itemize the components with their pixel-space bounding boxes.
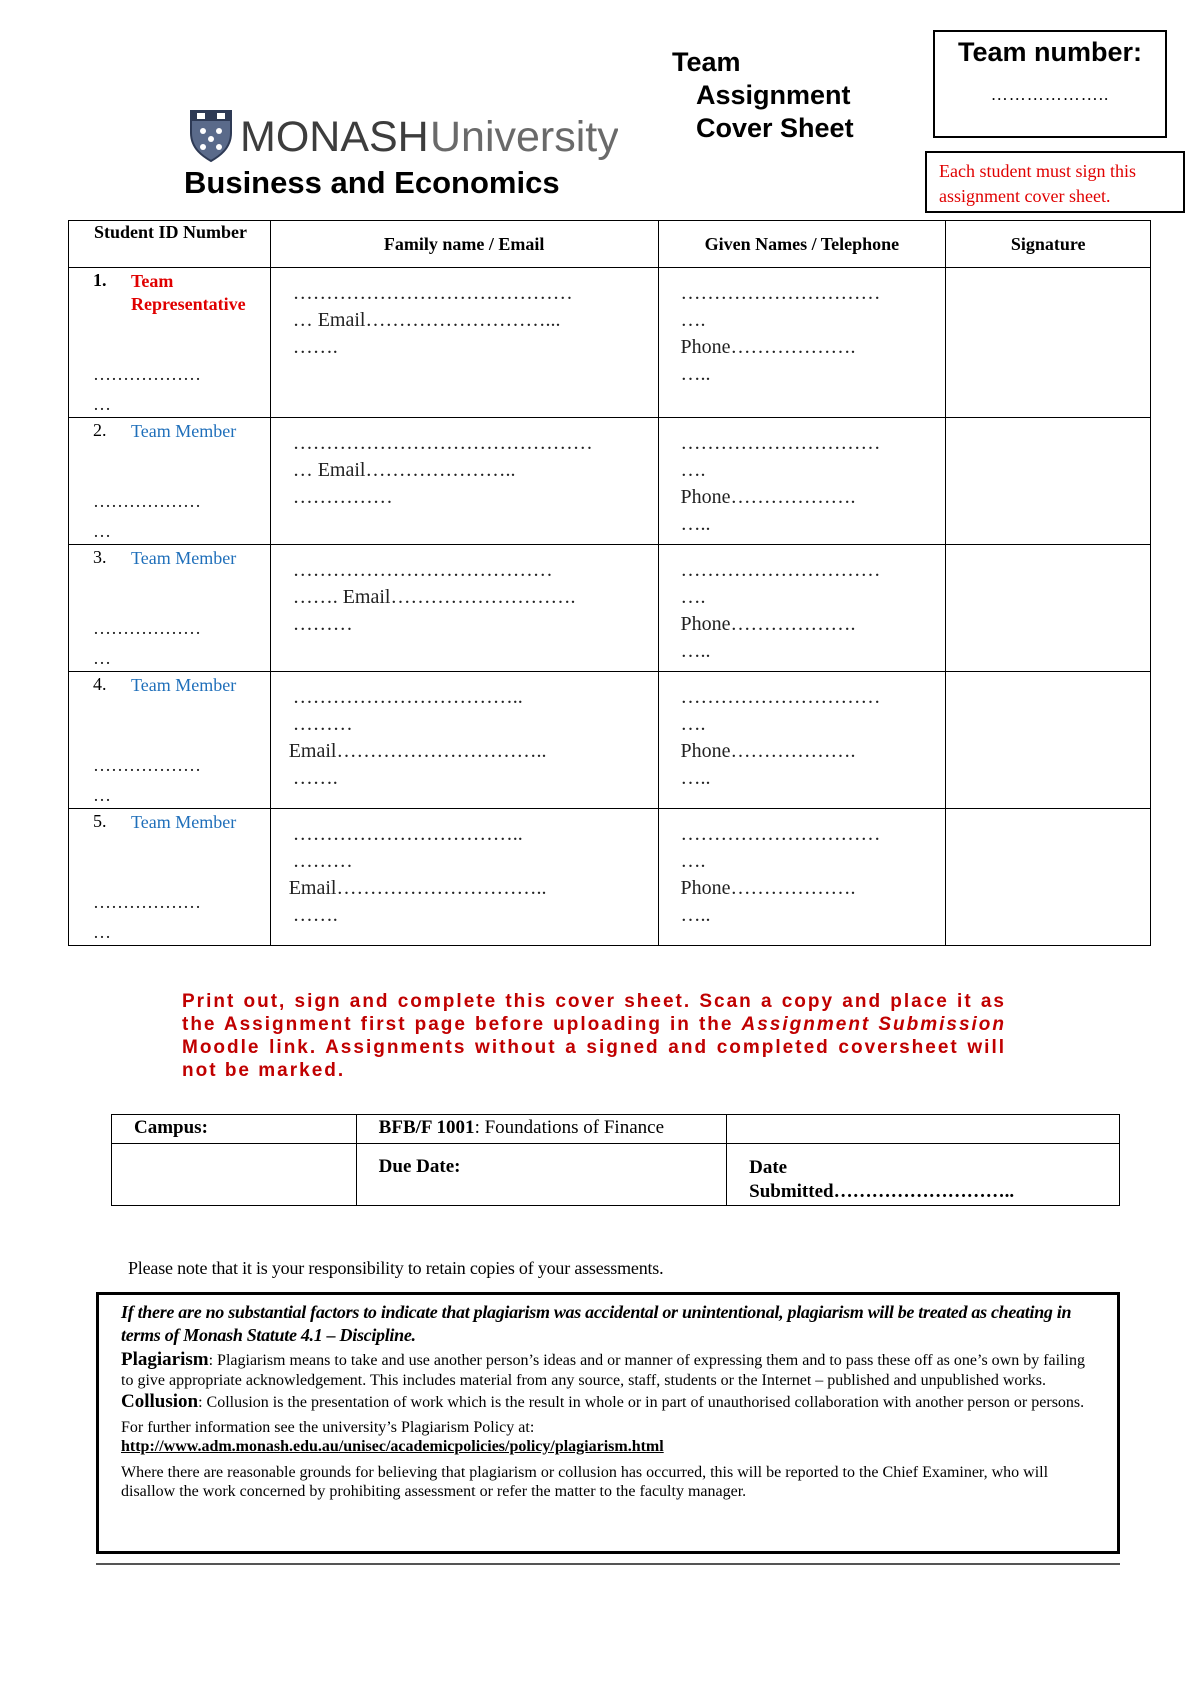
row-number: 1. (93, 270, 107, 290)
email-field: Email………………………….. (288, 877, 547, 899)
email-field: … Email………………….. (292, 459, 516, 481)
given-phone-cell[interactable] (658, 672, 946, 809)
row-number: 3. (93, 547, 107, 567)
collusion-definition (121, 1392, 1099, 1413)
row-role: Team Member (131, 421, 237, 441)
student-id-cell[interactable] (69, 672, 271, 809)
campus-value-cell[interactable] (112, 1144, 357, 1206)
plagiarism-term: Plagiarism (121, 1349, 209, 1370)
given-phone-cell[interactable] (658, 809, 946, 946)
email-field-cont: …………… (292, 486, 393, 508)
student-id-cell[interactable] (69, 268, 271, 418)
family-name-field: ………………………………… (292, 559, 553, 581)
row-number: 5. (93, 811, 107, 831)
phone-field: Phone………………. (680, 877, 856, 899)
email-field: Email………………………….. (288, 740, 547, 762)
bottom-rule (96, 1563, 1120, 1565)
table-row (69, 545, 1151, 672)
phone-field-cont: ….. (680, 640, 711, 662)
family-name-field: …………………………………… (292, 282, 573, 304)
student-table (68, 220, 1151, 946)
student-id-dots: ……………… (93, 491, 201, 511)
unit-code: BFB/F 1001 (378, 1117, 475, 1138)
email-field-cont: ……… (292, 613, 353, 635)
student-id-dots-cont: … (93, 648, 111, 668)
student-id-field[interactable] (93, 359, 201, 419)
given-name-field: ………………………… (680, 559, 881, 581)
phone-field: Phone………………. (680, 336, 856, 358)
instruction-text-2: Moodle link. Assignments without a signed and completed coversheet will not be marked. (182, 1037, 1006, 1081)
plagiarism-notice (96, 1292, 1120, 1554)
given-phone-cell[interactable] (658, 545, 946, 672)
given-phone-cell[interactable] (658, 268, 946, 418)
blank-cell (727, 1115, 1120, 1144)
student-id-field[interactable] (93, 486, 201, 546)
plagiarism-policy-link[interactable]: http://www.adm.monash.edu.au/unisec/academicpolicies/policy/plagiarism.html (121, 1438, 664, 1455)
phone-field-cont: ….. (680, 363, 711, 385)
student-id-dots: ……………… (93, 755, 201, 775)
logo-text-light: University (430, 113, 618, 161)
header-family-name: Family name / Email (270, 221, 658, 268)
table-row (69, 809, 1151, 946)
family-name-field: …………………………….. (292, 686, 523, 708)
phone-field: Phone………………. (680, 613, 856, 635)
plagiarism-lead: If there are no substantial factors to indicate that plagiarism was accidental or unintentional, plagiarism will be treated as cheating in terms of Monash Statute 4.1 – Discipline. (121, 1302, 1072, 1345)
family-name-field: ……………………………………… (292, 432, 593, 454)
monash-crest-icon (188, 107, 618, 163)
given-name-field-cont: …. (680, 713, 706, 735)
team-number-label: Team number: (957, 37, 1143, 67)
faculty-name: Business and Economics (184, 165, 560, 200)
email-field: ……. Email………………………. (292, 586, 576, 608)
logo-text-bold: MONASH (240, 113, 429, 161)
student-id-field[interactable] (93, 750, 201, 810)
student-id-dots-cont: … (93, 922, 111, 942)
date-submitted-cell[interactable] (727, 1144, 1120, 1206)
signature-cell[interactable] (946, 672, 1151, 809)
due-date-label: Due Date: (378, 1156, 461, 1177)
title-assignment: Assignment (696, 80, 851, 110)
email-field-cont: ……. (292, 904, 338, 926)
family-name-field-cont: ……… (292, 850, 353, 872)
unit-name: : Foundations of Finance (474, 1117, 665, 1138)
row-role: Team Representative (131, 271, 246, 314)
student-id-dots-cont: … (93, 785, 111, 805)
student-id-field[interactable] (93, 613, 201, 673)
signature-cell[interactable] (946, 809, 1151, 946)
signature-cell[interactable] (946, 268, 1151, 418)
family-email-cell[interactable] (270, 809, 658, 946)
given-name-field-cont: …. (680, 309, 706, 331)
header-signature: Signature (946, 221, 1151, 268)
family-email-cell[interactable] (270, 545, 658, 672)
row-role: Team Member (131, 812, 237, 832)
given-name-field: ………………………… (680, 823, 881, 845)
date-submitted-label: Date Submitted……………………….. (749, 1157, 1015, 1202)
row-number: 4. (93, 674, 107, 694)
plagiarism-definition (121, 1350, 1099, 1390)
email-field-cont: ……. (292, 336, 338, 358)
family-email-cell[interactable] (270, 268, 658, 418)
student-id-dots: ……………… (93, 364, 201, 384)
row-role: Team Member (131, 548, 237, 568)
given-name-field-cont: …. (680, 850, 706, 872)
given-name-field-cont: …. (680, 586, 706, 608)
table-header-row (69, 221, 1151, 268)
phone-field: Phone………………. (680, 486, 856, 508)
unit-details-row-2 (112, 1144, 1120, 1206)
sign-notice-box: Each student must sign this assignment cover sheet. (925, 151, 1185, 213)
header-given-names: Given Names / Telephone (658, 221, 946, 268)
email-field: … Email………………………... (292, 309, 561, 331)
signature-cell[interactable] (946, 545, 1151, 672)
unit-details-table (111, 1114, 1120, 1206)
due-date-cell[interactable] (356, 1144, 726, 1206)
student-id-cell[interactable] (69, 418, 271, 545)
collusion-term: Collusion (121, 1391, 199, 1412)
student-id-cell[interactable] (69, 809, 271, 946)
monash-logo (188, 107, 618, 163)
email-field-cont: ……. (292, 767, 338, 789)
signature-cell[interactable] (946, 418, 1151, 545)
given-name-field: ………………………… (680, 432, 881, 454)
given-name-field: ………………………… (680, 686, 881, 708)
submission-instructions (182, 990, 1006, 1082)
family-name-field-cont: ……… (292, 713, 353, 735)
unit-details-row-1 (112, 1115, 1120, 1144)
given-name-field-cont: …. (680, 459, 706, 481)
family-name-field: …………………………….. (292, 823, 523, 845)
table-row (69, 672, 1151, 809)
student-id-dots: ……………… (93, 618, 201, 638)
given-phone-cell[interactable] (658, 418, 946, 545)
title-team: Team (672, 47, 741, 77)
plagiarism-text: : Plagiarism means to take and use another person’s ideas and or manner of expressing them and to pass these off as one’s own by failing to give appropriate acknowledgement. This includes material from any source, staff, students or the Internet – published and unpublished works. (121, 1352, 1085, 1389)
student-id-dots: ……………… (93, 892, 201, 912)
table-row (69, 268, 1151, 418)
team-number-box (933, 30, 1167, 138)
instruction-text-1: Print out, sign and complete this cover sheet. Scan a copy and place it as the Assignment first page before uploading in the (182, 991, 1006, 1035)
student-id-dots-cont: … (93, 394, 111, 414)
retain-copies-note: Please note that it is your responsibility to retain copies of your assessments. (128, 1258, 664, 1278)
table-row (69, 418, 1151, 545)
team-number-field[interactable]: ……………….. (990, 85, 1110, 104)
campus-cell[interactable] (112, 1115, 357, 1144)
student-id-cell[interactable] (69, 545, 271, 672)
row-number: 2. (93, 420, 107, 440)
unit-cell (356, 1115, 726, 1144)
campus-label: Campus: (134, 1117, 208, 1138)
header-student-id: Student ID Number (69, 221, 271, 268)
student-id-dots-cont: … (93, 521, 111, 541)
title-cover-sheet: Cover Sheet (696, 113, 854, 143)
family-email-cell[interactable] (270, 418, 658, 545)
instruction-italic: Assignment Submission (741, 1014, 1007, 1035)
row-role: Team Member (131, 675, 237, 695)
collusion-text: : Collusion is the presentation of work which is the result in whole or in part of unauthorised collaboration with another person or persons. (198, 1394, 1085, 1411)
phone-field-cont: ….. (680, 513, 711, 535)
phone-field-cont: ….. (680, 904, 711, 926)
phone-field: Phone………………. (680, 740, 856, 762)
family-email-cell[interactable] (270, 672, 658, 809)
further-info: For further information see the university’s Plagiarism Policy at: (121, 1418, 535, 1436)
closing-text: Where there are reasonable grounds for believing that plagiarism or collusion has occurred, this will be reported to the Chief Examiner, who will disallow the work concerned by prohibiting assessment or refer the matter to the faculty manager. (121, 1463, 1049, 1500)
given-name-field: ………………………… (680, 282, 881, 304)
student-id-field[interactable] (93, 887, 201, 947)
phone-field-cont: ….. (680, 767, 711, 789)
